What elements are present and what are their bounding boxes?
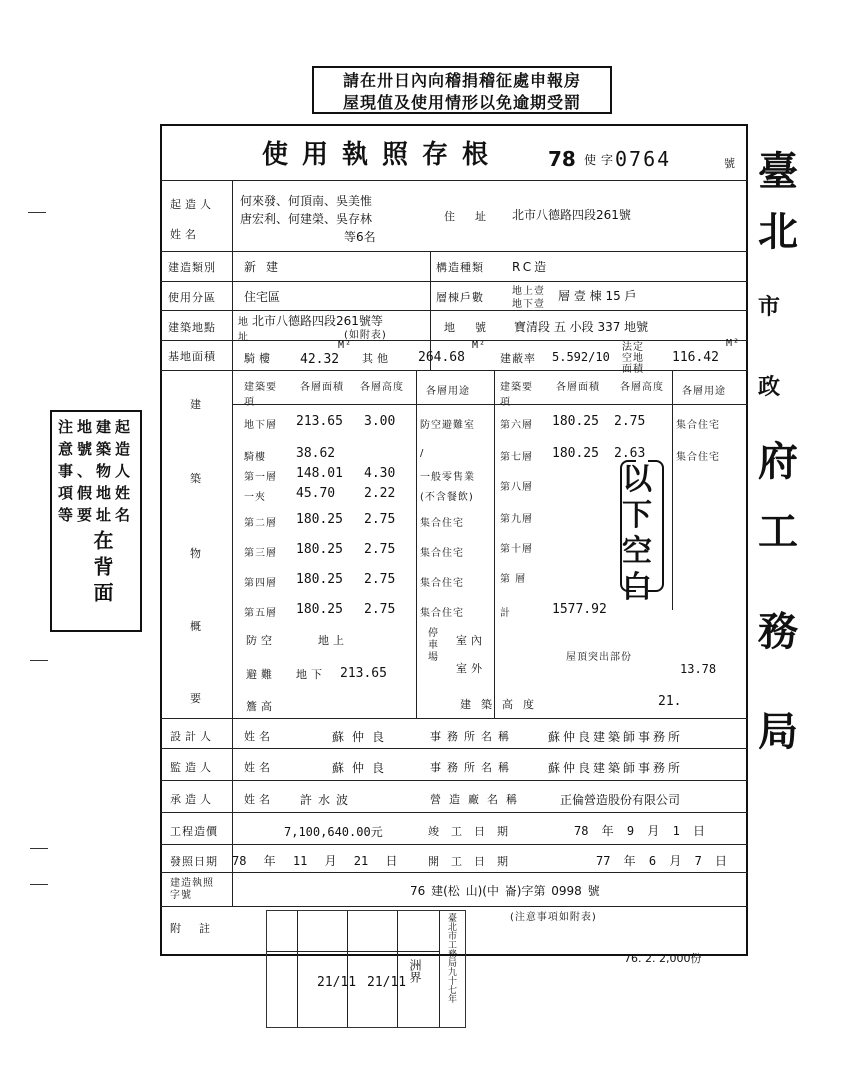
permit-suffix: 號 [724,157,735,170]
coverage-value: 5.592/10 [552,350,610,364]
build-height: 21. [658,694,682,709]
construction-type: 新建 [244,260,289,274]
floors-label: 層棟戶數 [436,291,484,304]
floor-name: 第五層 [244,608,277,619]
parking-outdoor: 室外 [456,662,486,675]
rule [160,812,748,813]
roof-label: 屋頂突出部份 [566,652,632,663]
floor-name: 一夾 [244,492,266,503]
floor-name: 第十層 [500,544,533,555]
floor-header-item-2: 建築要項 [500,382,533,408]
permit-year: 78 [548,147,576,171]
issue-label: 發照日期 [170,855,218,868]
name-label: 姓名 [244,793,274,806]
permit-kind: 使字 [584,153,619,167]
floor-height: 2.75 [614,414,646,429]
rule [160,872,748,873]
floor-use: 集合住宅 [420,608,464,619]
roof-area: 13.78 [680,662,717,676]
zone-value: 住宅區 [244,290,281,304]
rule [347,911,348,1027]
site-note: (如附表) [344,330,387,341]
blank-marker-char: 空 [622,534,652,569]
rule [160,180,748,181]
right-margin-char: 局 [758,708,798,755]
start-date: 77 年 6 月 7 日 [596,854,728,868]
right-margin-char: 臺 [758,148,798,195]
rule [494,370,495,718]
right-margin-char: 政 [758,374,781,400]
rule [439,911,440,1027]
floors-above: 地上壹 [512,286,545,297]
right-margin-char: 工 [758,508,798,555]
floor-name: 第四層 [244,578,277,589]
coverage-label: 建蔽率 [500,352,536,365]
contractor-label: 承造人 [170,793,215,806]
completion-label: 竣工日期 [428,825,520,838]
contractor-name: 許水波 [300,793,355,807]
stamp-line: 事、物人 [58,462,135,480]
rule [160,718,748,719]
floor-use: 防空避難室 [420,420,475,431]
floor-area: 180.25 [296,572,343,587]
other-label: 其他 [362,352,392,365]
right-margin-char: 務 [758,608,798,655]
right-margin-char: 市 [758,294,781,320]
rule [160,370,748,371]
floor-name: 第八層 [500,482,533,493]
build-height-label: 建築高度 [460,698,544,711]
license-note: (注意事項如附表) [510,912,597,923]
floor-name: 第七層 [500,452,533,463]
site-label: 建築地點 [168,321,216,334]
address-label: 住址 [444,210,506,223]
area-label: 基地面積 [168,350,216,363]
floor-name: 第二層 [244,518,277,529]
lot-value: 寶清段 五 小段 337 地號 [514,320,649,334]
floor-area: 180.25 [296,542,343,557]
floor-use: 集合住宅 [676,452,720,463]
rule [160,906,748,907]
blank-marker-char: 白 [622,570,652,605]
floor-name: 第三層 [244,548,277,559]
floor-header-use-2: 各層用途 [682,386,726,397]
remarks-label: 附註 [170,922,228,935]
site-sub-label: 地址 [238,317,249,343]
stamp-back-note: 在背面 [90,530,114,608]
shelter-below-area: 213.65 [340,666,387,681]
floor-area: 180.25 [552,446,599,461]
floor-height: 2.75 [364,512,396,527]
floor-height: 2.75 [364,542,396,557]
floor-name: 第六層 [500,420,533,431]
side-label: 要 [190,692,205,705]
margin-mark [30,660,48,661]
office-label: 事務所名稱 [430,730,515,743]
print-note: 76. 2. 2,000份 [624,952,702,965]
floor-area: 38.62 [296,446,336,461]
stamp-line: 項假地姓 [58,484,135,502]
notice-line-2: 屋現值及使用情形以免逾期受罰 [342,93,581,112]
arcade-label: 騎樓 [244,352,274,365]
floor-header-height: 各層高度 [360,382,404,393]
firm-label: 營造廠名稱 [430,793,525,806]
margin-mark [28,212,46,213]
rule [267,951,439,952]
floor-header-height-2: 各層高度 [620,382,664,393]
floor-use: 集合住宅 [676,420,720,431]
completion-date: 78 年 9 月 1 日 [574,824,706,838]
stamp-line: 等要址名 [58,506,135,524]
office-label: 事務所名稱 [430,761,515,774]
floor-name: 第一層 [244,472,277,483]
supervisor-office: 蘇仲良建築師事務所 [548,761,684,775]
floor-area: 180.25 [296,512,343,527]
builder-label-name: 姓名 [170,228,200,241]
start-label: 開工日期 [428,855,520,868]
rule [297,911,298,1027]
floors-detail: 層 壹 棟 15 戶 [558,289,637,303]
floor-name: 第九層 [500,514,533,525]
floor-use: 一般零售業 [420,472,475,483]
floor-header-item: 建築要項 [244,382,277,408]
cost-value: 7,100,640.00元 [284,825,383,839]
stamp-line: 意號築造 [58,440,135,458]
rule [416,370,417,718]
designer-label: 設計人 [170,730,215,743]
designer-name: 蘇仲良 [332,730,393,744]
floor-height: 4.30 [364,466,396,481]
floor-use: / [420,448,425,459]
supervisor-name: 蘇仲良 [332,761,393,775]
structure-label: 構造種類 [436,261,484,274]
floors-below: 地下壹 [512,299,545,310]
parking-indoor: 室內 [456,634,486,647]
attention-stamp [50,410,142,632]
lot-label: 地號 [444,321,506,334]
legal-area: 116.42 [672,350,719,365]
issue-date: 78 年 11 月 21 日 [232,854,398,868]
rule [160,281,748,282]
floor-use: (不含餐飲) [420,492,474,503]
floor-name: 第 層 [500,574,527,585]
name-label: 姓名 [244,761,274,774]
floor-name: 計 [500,608,511,619]
stamp-date-2: 21/11 [367,975,407,990]
floor-height: 2.75 [364,572,396,587]
floor-area: 213.65 [296,414,343,429]
unit: M² [726,338,741,349]
blank-marker-char: 以 [622,462,652,497]
floor-header-area: 各層面積 [300,382,344,393]
rule [232,180,233,906]
rule [397,911,398,1027]
side-label: 物 [190,547,205,560]
shelter-label: 防空 [246,634,276,647]
builder-names-3: 等6名 [344,230,376,244]
permit-number: 0764 [615,147,672,171]
name-label: 姓名 [244,730,274,743]
floor-area: 148.01 [296,466,343,481]
floor-area: 45.70 [296,486,336,501]
floor-height: 3.00 [364,414,396,429]
floor-use: 集合住宅 [420,578,464,589]
right-margin-char: 府 [758,438,798,485]
floor-name: 騎樓 [244,452,266,463]
designer-office: 蘇仲良建築師事務所 [548,730,684,744]
page-title: 使用執照存根 [262,140,503,170]
side-label: 築 [190,472,205,485]
other-area: 264.68 [418,350,465,365]
approval-stamp [266,910,466,1028]
floor-header-use: 各層用途 [426,386,470,397]
arcade-area: 42.32 [300,352,340,367]
stamp-line: 注地建起 [58,418,135,436]
stamp-date: 21/11 [317,975,357,990]
floor-area: 180.25 [296,602,343,617]
type-label: 建造類別 [168,261,216,274]
right-margin-char: 北 [758,208,798,255]
floor-use: 集合住宅 [420,518,464,529]
license-label: 建造執照字號 [170,878,214,901]
floor-area: 180.25 [552,414,599,429]
shelter-below: 地下 [296,668,326,681]
builder-names-1: 何來發、何頂南、吳美惟 [240,194,373,208]
rule [160,310,748,311]
contractor-firm: 正倫營造股份有限公司 [560,793,681,807]
legal-area-label: 法定空地面積 [622,342,644,375]
margin-mark [30,848,48,849]
floor-height: 2.75 [364,602,396,617]
rule [160,844,748,845]
eave-label: 簷高 [246,700,276,713]
rule [160,748,748,749]
rule [672,370,673,610]
floor-height: 2.63 [614,446,646,461]
floor-use: 集合住宅 [420,548,464,559]
notice-stamp [312,66,612,114]
floor-area: 1577.92 [552,602,607,617]
rule [232,404,748,405]
floor-name: 地下層 [244,420,277,431]
side-label: 概 [190,620,205,633]
unit: M² [338,340,353,351]
builder-label: 起造人 [170,198,215,211]
side-label: 建 [190,398,205,411]
unit: M² [472,340,487,351]
margin-mark [30,884,48,885]
blank-marker-char: 下 [622,498,652,533]
cost-label: 工程造價 [170,825,218,838]
shelter-label-2: 避難 [246,668,276,681]
zone-label: 使用分區 [168,291,216,304]
structure-type: RC造 [512,260,550,274]
blank-marker [618,462,656,606]
stamp-seal: 臺北市工務局九十七年 [446,913,456,1003]
builder-address: 北市八德路四段261號 [512,208,631,222]
site-address: 北市八德路四段261號等 [252,314,383,328]
stamp-sign: 洲界 [408,959,422,983]
rule [160,780,748,781]
parking-label: 停車場 [428,628,439,663]
floor-header-area-2: 各層面積 [556,382,600,393]
license-value: 76 建(松 山)(中 崙)字第 0998 號 [410,884,600,898]
rule [160,251,748,252]
notice-line-1: 請在卅日內向稽捐稽征處申報房 [342,71,581,90]
floor-height: 2.22 [364,486,396,501]
shelter-above: 地上 [318,634,348,647]
supervisor-label: 監造人 [170,761,215,774]
builder-names-2: 唐宏利、何建榮、吳存林 [240,212,373,226]
